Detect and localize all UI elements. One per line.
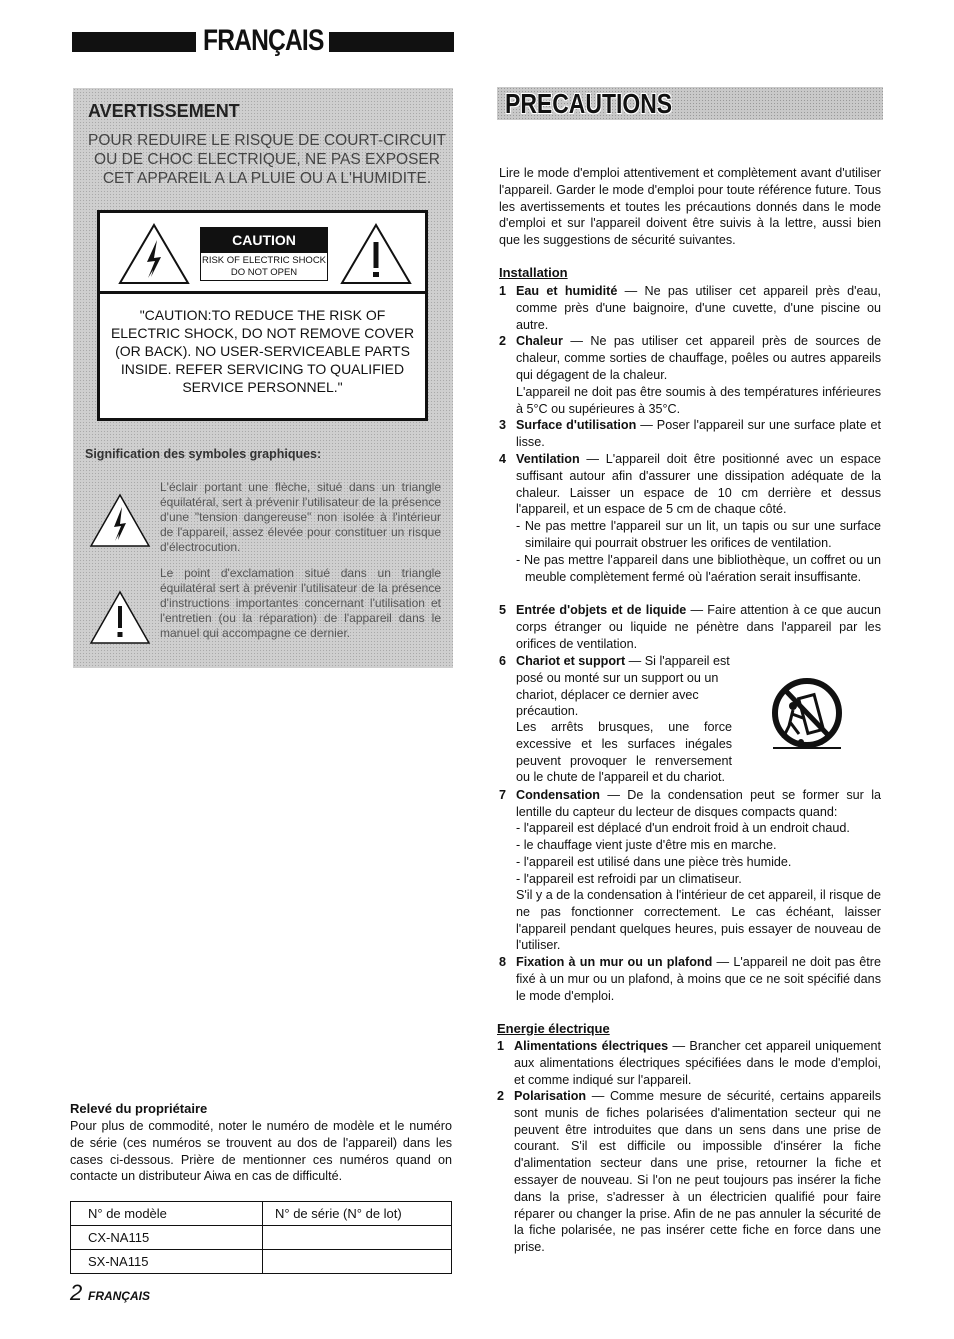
item-text: — Comme mesure de sécurité, certains appareils sont munis de fiches polarisées d'alimentation secteur qui ne peuvent être introduites que dans un sens dans une prise de courant. S'il est difficile ou impossible d'insérer la fiche d'alimentation secteur dans une prise, retourner la fiche et essayer de nouveau. Si l'on ne peut toujours pas insérer la fiche dans la prise, s'adresser à un électricien qualifié pour faire réparer ou changer la prise. Afin de ne pas annuler la sécurité de la fiche polarisée, ne pas insérer cette fiche en force dans une prise.	[514, 1089, 881, 1255]
energy-title: Energie électrique	[497, 1021, 610, 1036]
table-row	[71, 1250, 452, 1274]
list-item	[516, 283, 881, 333]
lightning-triangle-icon	[117, 222, 191, 286]
item-bullet: - l'appareil est utilisé dans une pièce très humide.	[516, 855, 792, 869]
owner-title: Relevé du propriétaire	[70, 1101, 208, 1116]
item-term: Entrée d'objets et de liquide	[516, 603, 687, 617]
item-number: 3	[499, 418, 507, 432]
owner-table	[70, 1201, 452, 1274]
item-term: Eau et humidité	[516, 284, 618, 298]
item-text: — De la condensation peut se former sur la lentille du capteur du lecteur de disques compacts quand:	[516, 788, 881, 819]
table-row	[71, 1226, 452, 1250]
caution-sub-label	[200, 253, 328, 281]
item-number: 6	[499, 654, 507, 668]
item-number: 8	[499, 955, 507, 969]
item-term: Chariot et support	[516, 654, 626, 668]
symbols-title: Signification des symboles graphiques:	[85, 447, 322, 461]
warning-title: AVERTISSEMENT	[88, 101, 240, 121]
item-extra: Les arrêts brusques, une force excessive et les surfaces inégales peuvent provoquer le renversement ou le chute de l'appareil et du chariot.	[516, 720, 732, 785]
list-item	[516, 602, 881, 652]
item-extra: L'appareil ne doit pas être soumis à des températures inférieures à 5°C ou supérieures à 35°C.	[516, 385, 881, 416]
item-bullet: - Ne pas mettre l'appareil sur un lit, un tapis ou sur une surface similaire qui pourrait obstruer les orifices de ventilation.	[516, 519, 881, 550]
item-number: 1	[499, 284, 507, 298]
exclamation-triangle-icon	[339, 222, 413, 286]
table-cell[interactable]	[263, 1226, 452, 1250]
item-number: 2	[499, 334, 507, 348]
item-extra: S'il y a de la condensation à l'intérieur de cet appareil, il risque de ne pas fonctionner correctement. Le cas échéant, laisser l'appareil pendant quelques heures, puis essayer de nouveau de l'utiliser.	[516, 888, 881, 953]
item-term: Polarisation	[514, 1089, 587, 1103]
item-number: 1	[497, 1039, 505, 1053]
item-text: — Poser l'appareil sur une surface plate et lisse.	[516, 418, 881, 449]
item-text: — Brancher cet appareil uniquement aux alimentations électriques spécifiées dans le mode d'emploi, et comme indiqué sur l'appareil.	[514, 1039, 881, 1087]
table-row	[71, 1202, 452, 1226]
symbol-exclamation-text: Le point d'exclamation situé dans un triangle équilatéral sert à prévenir l'utilisateur de la présence d'instructions importantes concernant l'utilisation et l'entretien (ou la réparation) de l'appareil dans le manuel qui accompagne ce dernier.	[160, 566, 441, 640]
item-bullet: - l'appareil est refroidi par un climatiseur.	[516, 872, 742, 886]
list-item	[516, 787, 881, 821]
installation-title: Installation	[499, 265, 568, 280]
item-term: Condensation	[516, 788, 600, 802]
item-term: Chaleur	[516, 334, 563, 348]
table-header-cell: N° de modèle	[71, 1202, 263, 1226]
cart-warning-icon	[765, 676, 849, 752]
item-text: — L'appareil ne doit pas être fixé à un mur ou un plafond, à moins que ce ne soit spécifié dans le mode d'emploi.	[516, 955, 881, 1003]
item-bullet: - l'appareil est déplacé d'un endroit froid à un endroit chaud.	[516, 821, 850, 835]
list-item	[516, 451, 881, 518]
item-number: 4	[499, 452, 507, 466]
item-bullet: - le chauffage vient juste d'être mis en marche.	[516, 838, 777, 852]
item-text: — L'appareil doit être positionné avec un espace suffisant autour afin d'assurer une dissipation adéquate de la chaleur. Laisser un espace de 10 cm derrière et dessus l'appareil, et un espace de 5 cm de chaque côté.	[516, 452, 881, 517]
table-cell[interactable]	[263, 1250, 452, 1274]
header-bar-left	[72, 32, 196, 52]
caution-sub-line-1: RISK OF ELECTRIC SHOCK	[201, 255, 327, 266]
table-cell: CX-NA115	[71, 1226, 263, 1250]
page-number: 2	[70, 1280, 83, 1305]
caution-label: CAUTION	[200, 227, 328, 253]
symbol-lightning-text: L'éclair portant une flèche, situé dans un triangle équilatéral, sert à prévenir l'utilisateur de la présence d'une "tension dangereuse" non isolée à l'intérieur de l'appareil, assez élevée pour constituer un risque d'électrocution.	[160, 480, 441, 554]
list-item	[516, 333, 881, 383]
item-number: 5	[499, 603, 507, 617]
list-item	[516, 417, 881, 451]
list-item	[514, 1088, 881, 1256]
item-text: — Faire attention à ce que aucun corps étranger ou liquide ne pénètre dans l'appareil par les orifices de ventilation.	[516, 603, 881, 651]
precautions-title: PRECAUTIONS	[505, 88, 673, 119]
list-item	[516, 954, 881, 1004]
warning-text: POUR REDUIRE LE RISQUE DE COURT-CIRCUIT OU DE CHOC ELECTRIQUE, NE PAS EXPOSER CET APPAREIL A LA PLUIE OU A L'HUMIDITE.	[88, 132, 446, 187]
item-bullet: - Ne pas mettre l'appareil dans une bibliothèque, un coffret ou un meuble complètement fermé où l'aération serait insuffisante.	[516, 553, 881, 584]
item-text: — Ne pas utiliser cet appareil près de sources de chaleur, comme sorties de chauffage, poêles ou autres appareils qui dégagent de la chaleur.	[516, 334, 881, 382]
item-text: — Ne pas utiliser cet appareil près d'eau, comme près d'une baignoire, d'une cuvette, d'une piscine ou autre.	[516, 284, 881, 332]
table-cell: SX-NA115	[71, 1250, 263, 1274]
lightning-symbol-icon	[89, 493, 151, 548]
item-text: — Si l'appareil est posé ou monté sur un support ou un chariot, déplacer ce dernier avec précaution.	[516, 654, 730, 719]
item-term: Ventilation	[516, 452, 580, 466]
exclamation-symbol-icon	[89, 590, 151, 645]
precautions-intro: Lire le mode d'emploi attentivement et complètement avant d'utiliser l'appareil. Garder le mode d'emploi pour toute référence future. Tous les avertissements et toutes les précautions donnés dans le mode d'emploi et sur l'appareil doivent être suivis à la lettre, aussi bien que les suggestions de sécurité suivantes.	[499, 166, 881, 248]
table-header-cell: N° de série (N° de lot)	[263, 1202, 452, 1226]
list-item	[516, 653, 736, 720]
item-number: 7	[499, 788, 507, 802]
footer-label: FRANÇAIS	[88, 1289, 150, 1303]
caution-body-text: "CAUTION:TO REDUCE THE RISK OF ELECTRIC SHOCK, DO NOT REMOVE COVER (OR BACK). NO USER-SERVICEABLE PARTS INSIDE. REFER SERVICING TO QUALIFIED SERVICE PERSONNEL."	[110, 307, 415, 395]
list-item	[514, 1038, 881, 1088]
item-term: Alimentations électriques	[514, 1039, 669, 1053]
caution-sub-line-2: DO NOT OPEN	[230, 267, 298, 278]
owner-text: Pour plus de commodité, noter le numéro de modèle et le numéro de série (ces numéros se trouvent au dos de l'appareil) dans les cases ci-dessous. Prière de mentionner ces numéros quand on contacte un distributeur Aiwa en cas de difficulté.	[70, 1119, 452, 1184]
item-number: 2	[497, 1089, 505, 1103]
caution-divider	[97, 291, 428, 294]
page-title: FRANÇAIS	[203, 24, 324, 57]
item-term: Surface d'utilisation	[516, 418, 637, 432]
header-bar-right	[329, 32, 454, 52]
item-term: Fixation à un mur ou un plafond	[516, 955, 713, 969]
